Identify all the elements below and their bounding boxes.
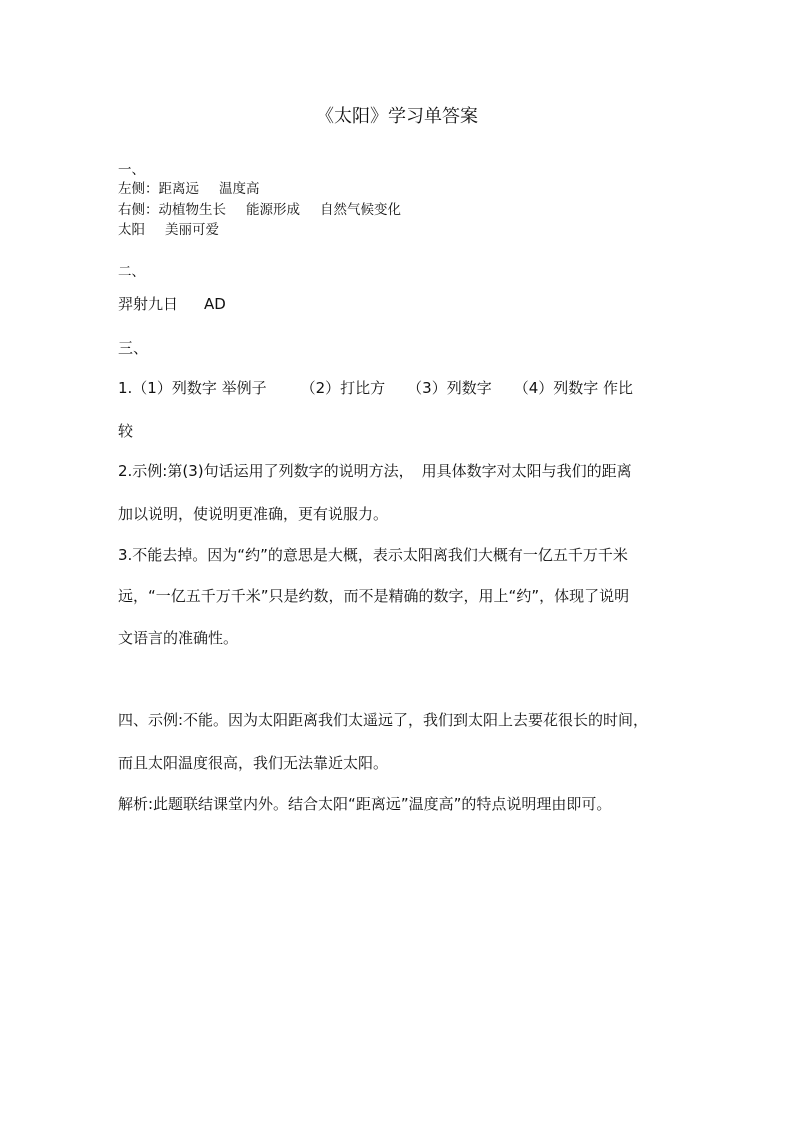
row3-item: 太阳	[118, 222, 145, 238]
left-item: 距离远	[158, 181, 199, 197]
q2-line1	[118, 464, 632, 479]
q3-line3: 文语言的准确性。	[118, 629, 239, 647]
q2-line2: 加以说明，使说明更准确，更有说服力。	[118, 505, 389, 523]
section3-heading: 三、	[118, 339, 149, 357]
q1-line	[118, 381, 633, 396]
section1-left-row	[118, 183, 260, 197]
q1-part: 1.（1）列数字 举例子	[118, 379, 267, 397]
q3-line1: 3.不能去掉。因为“约”的意思是大概，表示太阳离我们大概有一亿五千万千米	[118, 546, 628, 564]
section4-line1: 四、示例:不能。因为太阳距离我们太遥远了，我们到太阳上去要花很长的时间，	[118, 711, 649, 729]
q1-part: （2）打比方	[300, 379, 386, 397]
right-item: 能源形成	[246, 202, 300, 218]
section1-right-row	[118, 204, 401, 218]
left-item: 温度高	[219, 181, 260, 197]
section4-line2: 而且太阳温度很高，我们无法靠近太阳。	[118, 754, 389, 772]
section2-item: 羿射九日	[118, 295, 179, 313]
right-label: 右侧：	[118, 202, 159, 218]
section2-answer-row	[118, 297, 226, 312]
section2-heading: 二、	[118, 264, 145, 280]
q2-text: 用具体数字对太阳与我们的距离	[421, 462, 632, 480]
section2-item: AD	[204, 295, 226, 313]
row3-item: 美丽可爱	[165, 222, 219, 238]
section1-row3	[118, 224, 219, 238]
q3-line2: 远，“一亿五千万千米”只是约数，而不是精确的数字，用上“约”，体现了说明	[118, 587, 630, 605]
q1-part: （3）列数字	[407, 379, 492, 397]
section4-analysis: 解析:此题联结课堂内外。结合太阳“距离远”温度高”的特点说明理由即可。	[118, 795, 612, 813]
q2-text: 2.示例:第(3)句话运用了列数字的说明方法，	[118, 462, 414, 480]
left-label: 左侧：	[118, 181, 159, 197]
q1-part: （4）列数字 作比	[513, 379, 634, 397]
right-item: 自然气候变化	[320, 202, 401, 218]
q1-continuation: 较	[118, 422, 134, 440]
right-item: 动植物生长	[158, 202, 226, 218]
section1-heading: 一、	[118, 162, 145, 178]
page-title: 《太阳》学习单答案	[316, 106, 478, 127]
